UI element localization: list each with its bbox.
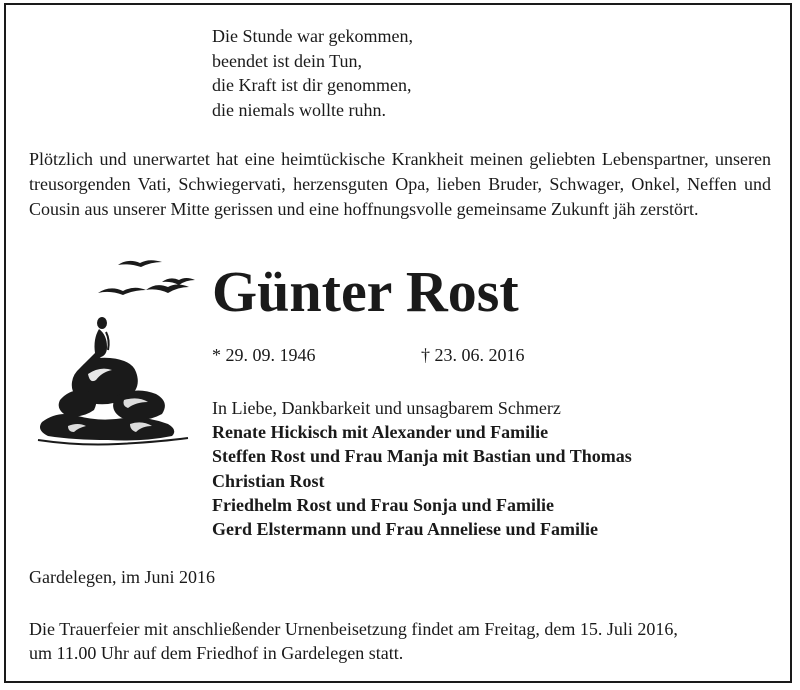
birth-date: * 29. 09. 1946: [212, 345, 316, 365]
intro-paragraph: Plötzlich und unerwartet hat eine heimtückische Krankheit meinen geliebten Lebenspartner, unseren treusorgenden Vati, Schwiegervati, herzensguten Opa, lieben Bruder, Schwager, Onkel, Neffen und Cousin aus unserer Mitte gerissen und eine hoffnungsvolle gemeinsame Zukunft jäh zerstört.: [29, 149, 771, 219]
poem-line: die Kraft ist dir genommen,: [212, 75, 412, 95]
death-date: † 23. 06. 2016: [421, 345, 525, 365]
mourner-family: Gerd Elstermann und Frau Anneliese und Familie: [212, 519, 599, 540]
mermaid-on-rock-icon: [38, 317, 188, 445]
mourners-block: [212, 396, 632, 541]
mermaid-birds-illustration: [20, 250, 205, 465]
mourner-family: Friedhelm Rost und Frau Sonja und Familie: [212, 494, 555, 515]
mourner-family: Steffen Rost und Frau Manja mit Bastian und Thomas: [212, 446, 632, 467]
service-line: Die Trauerfeier mit anschließender Urnenbeisetzung findet am Freitag, dem 15. Juli 2016,: [29, 619, 678, 639]
seagulls-icon: [98, 260, 195, 295]
poem-line: beendet ist dein Tun,: [212, 50, 363, 71]
poem-line: Die Stunde war gekommen,: [212, 26, 413, 46]
deceased-name: Günter Rost: [212, 259, 519, 324]
mourners-lead: In Liebe, Dankbarkeit und unsagbarem Schmerz: [212, 398, 561, 418]
poem: [212, 24, 413, 122]
mourner-family: Christian Rost: [212, 470, 325, 491]
mourner-family: Renate Hickisch mit Alexander und Familie: [212, 422, 549, 443]
service-notice: [29, 617, 771, 665]
poem-line: die niemals wollte ruhn.: [212, 99, 386, 120]
service-line: um 11.00 Uhr auf dem Friedhof in Gardelegen statt.: [29, 643, 404, 663]
place-date: Gardelegen, im Juni 2016: [29, 567, 215, 587]
